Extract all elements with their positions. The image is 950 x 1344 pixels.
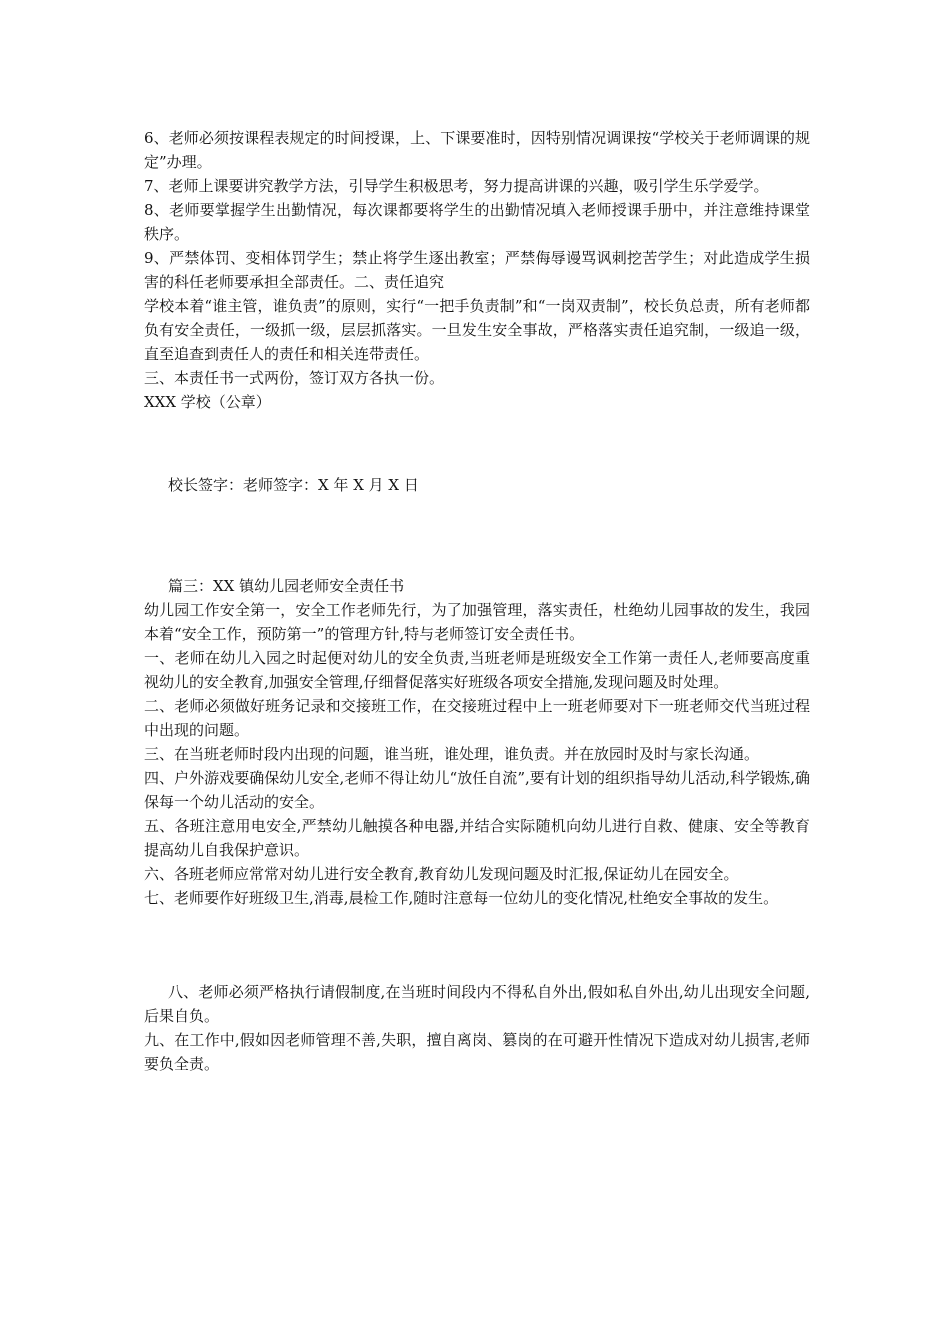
paragraph-responsibility: 学校本着“谁主管，谁负责”的原则，实行“一把手负责制”和“一岗双责制”，校长负总责，所有老师都负有安全责任，一级抓一级，层层抓落实。一旦发生安全事故，严格落实责任追究制，一级追一级，直至追查到责任人的责任和相关连带责任。 <box>144 297 810 363</box>
spacer <box>144 910 810 980</box>
paragraph-rule-2: 二、老师必须做好班务记录和交接班工作，在交接班过程中上一班老师要对下一班老师交代当班过程中出现的问题。 <box>144 697 810 739</box>
paragraph-rule-6: 六、各班老师应常常对幼儿进行安全教育,教育幼儿发现问题及时汇报,保证幼儿在园安全。 <box>144 865 739 883</box>
paragraph-intro: 幼儿园工作安全第一，安全工作老师先行，为了加强管理，落实责任，杜绝幼儿园事故的发生，我园本着“安全工作，预防第一”的管理方针,特与老师签订安全责任书。 <box>144 601 810 643</box>
paragraph-rule-4: 四、户外游戏要确保幼儿安全,老师不得让幼儿“放任自流”,要有计划的组织指导幼儿活动,科学锻炼,确保每一个幼儿活动的安全。 <box>144 769 810 811</box>
paragraph-rule-3: 三、在当班老师时段内出现的问题，谁当班，谁处理，谁负责。并在放园时及时与家长沟通。 <box>144 745 760 763</box>
paragraph-item-7: 7、老师上课要讲究教学方法，引导学生积极思考，努力提高讲课的兴趣，吸引学生乐学爱学。 <box>144 177 769 195</box>
document-page <box>144 126 810 1076</box>
paragraph-item-8: 8、老师要掌握学生出勤情况，每次课都要将学生的出勤情况填入老师授课手册中，并注意维持课堂秩序。 <box>144 201 810 243</box>
spacer <box>144 414 810 473</box>
paragraph-rule-9: 九、在工作中,假如因老师管理不善,失职，擅自离岗、篡岗的在可避开性情况下造成对幼儿损害,老师要负全责。 <box>144 1031 810 1073</box>
paragraph-item-6: 6、老师必须按课程表规定的时间授课，上、下课要准时，因特别情况调课按“学校关于老师调课的规定”办理。 <box>144 129 810 171</box>
paragraph-copies: 三、本责任书一式两份，签订双方各执一份。 <box>144 369 445 387</box>
paragraph-item-9: 9、严禁体罚、变相体罚学生；禁止将学生逐出教室；严禁侮辱谩骂讽刺挖苦学生；对此造成学生损害的科任老师要承担全部责任。二、责任追究 <box>144 249 810 291</box>
school-seal-line: XXX 学校（公章） <box>144 393 271 411</box>
section-title: 篇三：XX 镇幼儿园老师安全责任书 <box>168 577 405 595</box>
paragraph-rule-1: 一、老师在幼儿入园之时起便对幼儿的安全负责,当班老师是班级安全工作第一责任人,老师要高度重视幼儿的安全教育,加强安全管理,仔细督促落实好班级各项安全措施,发现问题及时处理。 <box>144 649 810 691</box>
paragraph-rule-8: 八、老师必须严格执行请假制度,在当班时间段内不得私自外出,假如私自外出,幼儿出现安全问题,后果自负。 <box>144 983 810 1025</box>
paragraph-rule-5: 五、各班注意用电安全,严禁幼儿触摸各种电器,并结合实际随机向幼儿进行自救、健康、安全等教育提高幼儿自我保护意识。 <box>144 817 810 859</box>
paragraph-rule-7: 七、老师要作好班级卫生,消毒,晨检工作,随时注意每一位幼儿的变化情况,杜绝安全事故的发生。 <box>144 889 779 907</box>
spacer <box>144 497 810 574</box>
signature-line: 校长签字：老师签字：X 年 X 月 X 日 <box>168 476 419 494</box>
